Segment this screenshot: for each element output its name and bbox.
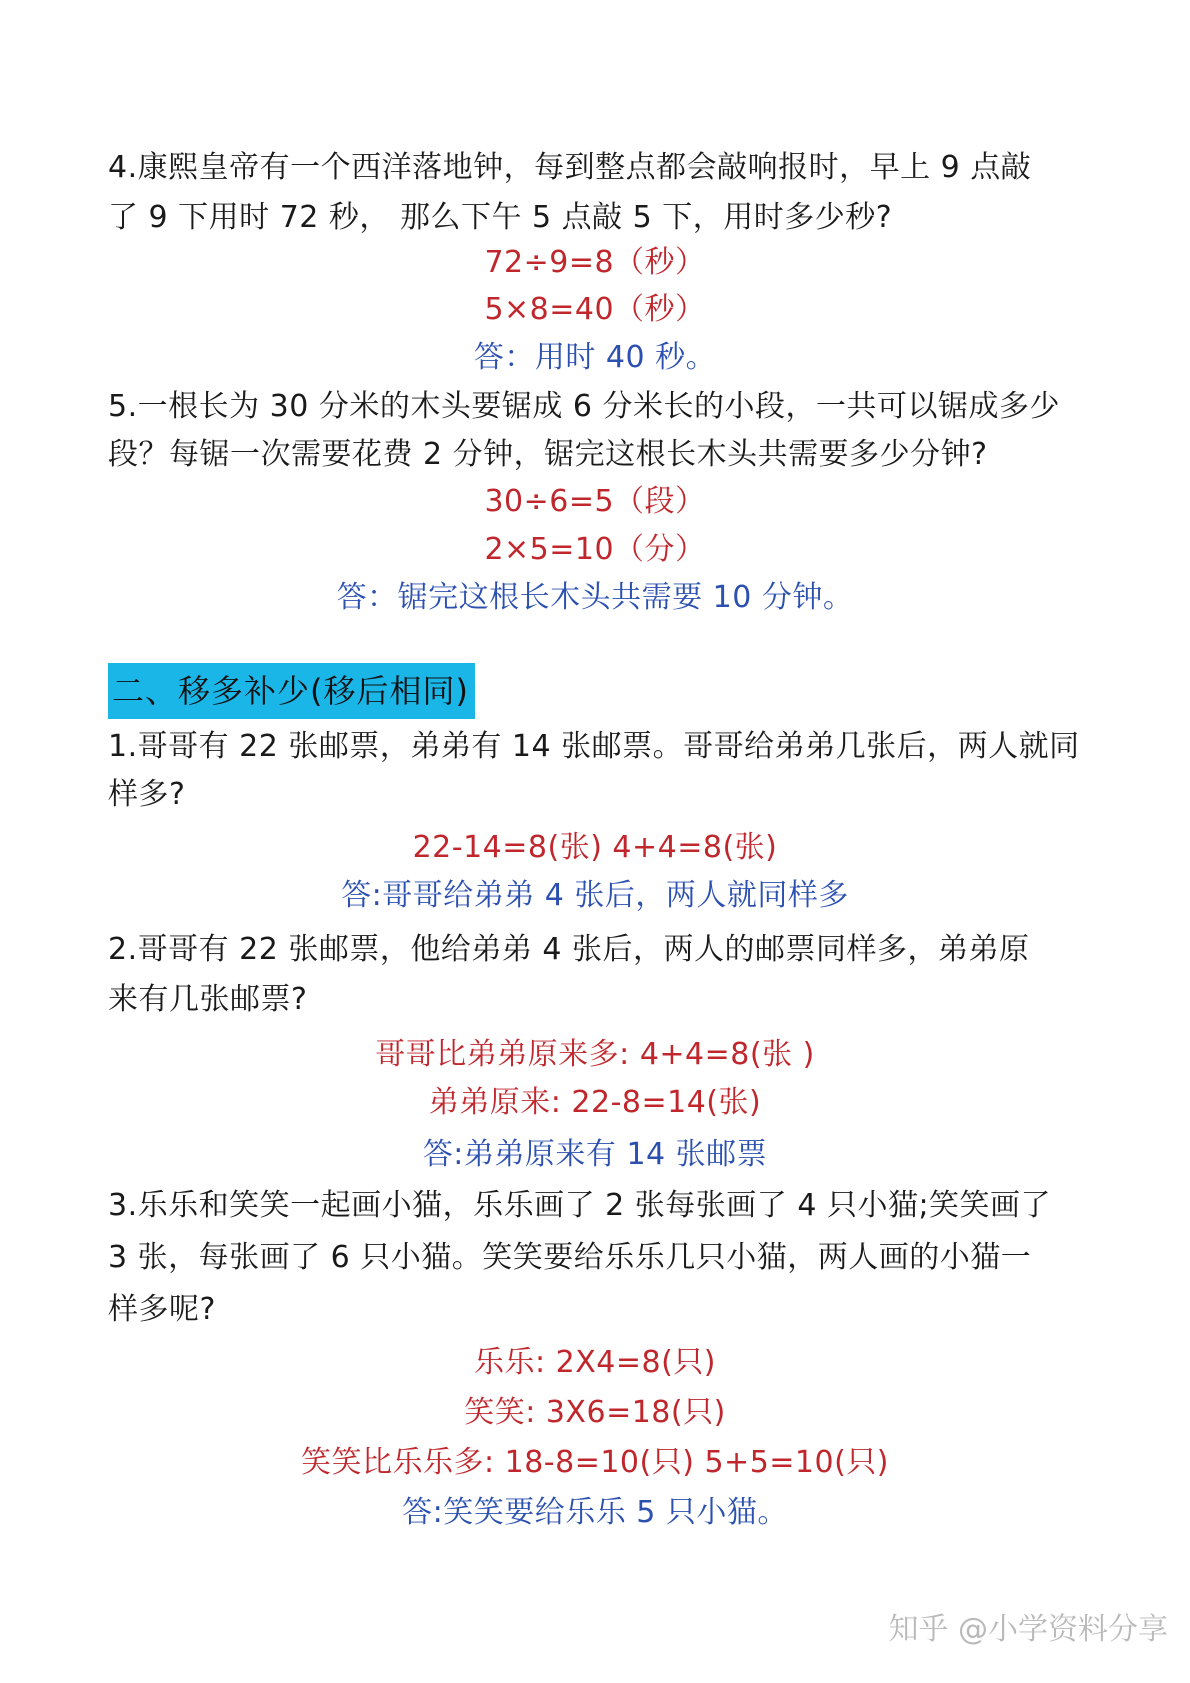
section-problem-2-step-2: 弟弟原来: 22-8=14(张)	[428, 1085, 762, 1120]
problem-5-text-line-1: 5.一根长为 30 分米的木头要锯成 6 分米长的小段，一共可以锯成多少	[108, 389, 1061, 424]
problem-5-text-line-2: 段？每锯一次需要花费 2 分钟，锯完这根长木头共需要多少分钟?	[108, 437, 988, 472]
section-problem-2-answer: 答:弟弟原来有 14 张邮票	[422, 1137, 768, 1172]
section-problem-3-text-line-3: 样多呢?	[108, 1292, 216, 1327]
problem-5-answer: 答：锯完这根长木头共需要 10 分钟。	[336, 580, 854, 615]
watermark-text: 知乎 @小学资料分享	[888, 1612, 1168, 1647]
problem-5-step-1: 30÷6=5（段）	[484, 484, 706, 519]
section-problem-3-step-1: 乐乐: 2X4=8(只)	[473, 1345, 716, 1380]
section-problem-1-text-line-1: 1.哥哥有 22 张邮票，弟弟有 14 张邮票。哥哥给弟弟几张后，两人就同	[108, 729, 1080, 764]
problem-4-text-line-1: 4.康熙皇帝有一个西洋落地钟，每到整点都会敲响报时，早上 9 点敲	[108, 150, 1032, 185]
section-problem-3-text-line-1: 3.乐乐和笑笑一起画小猫，乐乐画了 2 张每张画了 4 只小猫;笑笑画了	[108, 1188, 1052, 1223]
problem-5-step-2: 2×5=10（分）	[484, 532, 706, 567]
problem-4-answer: 答：用时 40 秒。	[473, 340, 717, 375]
section-problem-2-text-line-1: 2.哥哥有 22 张邮票，他给弟弟 4 张后，两人的邮票同样多，弟弟原	[108, 932, 1030, 967]
section-problem-1-text-line-2: 样多?	[108, 777, 186, 812]
section-problem-2-text-line-2: 来有几张邮票?	[108, 982, 308, 1017]
section-problem-1-answer: 答:哥哥给弟弟 4 张后，两人就同样多	[341, 878, 849, 913]
problem-4-step-2: 5×8=40（秒）	[484, 292, 706, 327]
problem-4-text-line-2: 了 9 下用时 72 秒， 那么下午 5 点敲 5 下，用时多少秒?	[108, 200, 893, 235]
section-problem-1-step-1: 22-14=8(张) 4+4=8(张)	[412, 830, 778, 865]
section-problem-3-step-3: 笑笑比乐乐多: 18-8=10(只) 5+5=10(只)	[300, 1445, 889, 1480]
section-problem-3-text-line-2: 3 张，每张画了 6 只小猫。笑笑要给乐乐几只小猫，两人画的小猫一	[108, 1240, 1032, 1275]
section-heading: 二、移多补少(移后相同)	[108, 663, 475, 719]
section-problem-3-answer: 答:笑笑要给乐乐 5 只小猫。	[402, 1495, 788, 1530]
section-problem-3-step-2: 笑笑: 3X6=18(只)	[464, 1395, 726, 1430]
section-problem-2-step-1: 哥哥比弟弟原来多: 4+4=8(张 )	[375, 1037, 815, 1072]
problem-4-step-1: 72÷9=8（秒）	[484, 245, 706, 280]
